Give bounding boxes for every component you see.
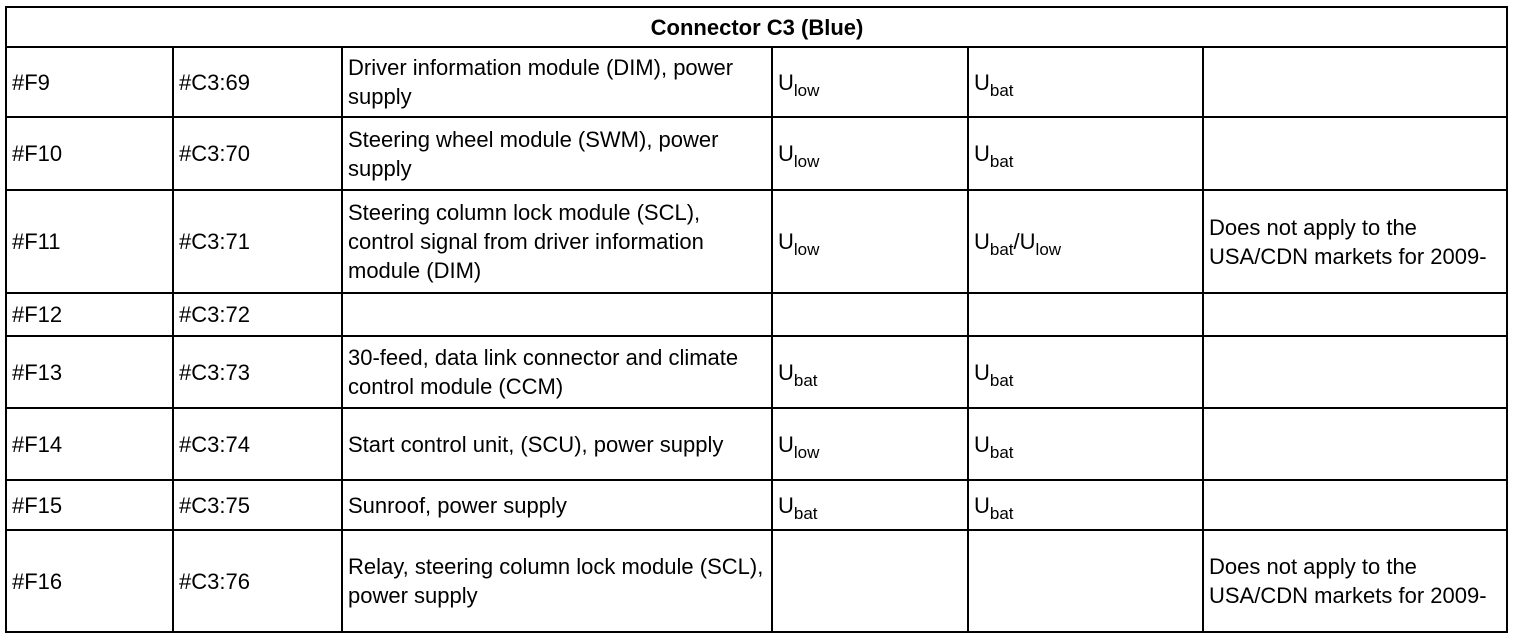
voltage-subscript: low: [1035, 240, 1062, 259]
pin-cell: #C3:74: [173, 408, 342, 480]
description-cell: Start control unit, (SCU), power supply: [342, 408, 772, 480]
voltage-subscript: bat: [989, 240, 1014, 259]
voltage-cell-1: [772, 117, 968, 190]
voltage-symbol: U: [974, 69, 990, 95]
voltage-value: [974, 431, 1014, 462]
voltage-symbol: U: [974, 359, 990, 385]
table-row: [6, 480, 1507, 530]
fuse-cell: #F14: [6, 408, 173, 480]
description-cell: Driver information module (DIM), power supply: [342, 47, 772, 117]
voltage-symbol: U: [778, 69, 794, 95]
voltage-value: [778, 359, 818, 390]
voltage-value: [974, 492, 1014, 523]
note-cell: Does not apply to the USA/CDN markets for 2009-: [1203, 190, 1507, 293]
voltage-subscript: bat: [989, 152, 1014, 171]
voltage-symbol: U: [778, 492, 794, 518]
note-cell: [1203, 293, 1507, 336]
connector-table: [5, 6, 1508, 633]
voltage-value: [1019, 229, 1062, 259]
fuse-cell: #F9: [6, 47, 173, 117]
voltage-cell-2: [968, 530, 1203, 632]
table-row: [6, 336, 1507, 408]
note-cell: [1203, 480, 1507, 530]
voltage-subscript: bat: [989, 442, 1014, 462]
note-cell: [1203, 47, 1507, 117]
voltage-symbol: U: [778, 431, 794, 457]
voltage-symbol: U: [974, 492, 990, 518]
description-cell: Sunroof, power supply: [342, 480, 772, 530]
voltage-cell-2: [968, 293, 1203, 336]
table-row: [6, 530, 1507, 632]
note-cell: [1203, 117, 1507, 190]
description-cell: Relay, steering column lock module (SCL), power supply: [342, 530, 772, 632]
voltage-cell-2: [968, 117, 1203, 190]
pin-cell: #C3:69: [173, 47, 342, 117]
voltage-value: [974, 69, 1014, 100]
voltage-value: [974, 229, 1014, 259]
fuse-cell: #F13: [6, 336, 173, 408]
pin-cell: #C3:72: [173, 293, 342, 336]
voltage-value: [778, 69, 820, 100]
note-cell: [1203, 336, 1507, 408]
voltage-value: [778, 492, 818, 523]
pin-cell: #C3:75: [173, 480, 342, 530]
voltage-cell-2: [968, 336, 1203, 408]
fuse-cell: #F10: [6, 117, 173, 190]
voltage-value: [778, 141, 820, 171]
table-title: Connector C3 (Blue): [6, 7, 1507, 47]
voltage-cell-1: [772, 336, 968, 408]
fuse-cell: #F15: [6, 480, 173, 530]
voltage-subscript: bat: [793, 370, 818, 390]
voltage-subscript: bat: [989, 370, 1014, 390]
description-cell: [342, 293, 772, 336]
voltage-cell-2: [968, 47, 1203, 117]
voltage-symbol: U: [778, 141, 794, 166]
voltage-cell-1: [772, 408, 968, 480]
voltage-subscript: low: [793, 442, 820, 462]
voltage-value: [778, 431, 820, 462]
description-cell: 30-feed, data link connector and climate control module (CCM): [342, 336, 772, 408]
voltage-cell-2: [968, 480, 1203, 530]
voltage-cell-1: [772, 480, 968, 530]
note-cell: Does not apply to the USA/CDN markets for 2009-: [1203, 530, 1507, 632]
voltage-cell-1: [772, 293, 968, 336]
voltage-value: [974, 359, 1014, 390]
voltage-cell-2: [968, 408, 1203, 480]
voltage-symbol: U: [974, 431, 990, 457]
pin-cell: #C3:76: [173, 530, 342, 632]
voltage-subscript: low: [793, 80, 820, 100]
table-body: [6, 47, 1507, 632]
fuse-cell: #F11: [6, 190, 173, 293]
voltage-symbol: U: [974, 229, 990, 254]
table-row: [6, 190, 1507, 293]
voltage-cell-1: [772, 190, 968, 293]
fuse-cell: #F12: [6, 293, 173, 336]
description-cell: Steering wheel module (SWM), power supply: [342, 117, 772, 190]
table-row: [6, 47, 1507, 117]
pin-cell: #C3:73: [173, 336, 342, 408]
voltage-cell-1: [772, 530, 968, 632]
table-row: [6, 293, 1507, 336]
voltage-value: [974, 141, 1014, 171]
table-row: [6, 117, 1507, 190]
voltage-cell-1: [772, 47, 968, 117]
pin-cell: #C3:71: [173, 190, 342, 293]
voltage-symbol: U: [1019, 229, 1036, 254]
fuse-cell: #F16: [6, 530, 173, 632]
voltage-value: [778, 229, 820, 259]
voltage-cell-2: $U_{bat}/U_{low}$: [968, 190, 1203, 293]
voltage-subscript: bat: [989, 503, 1014, 523]
voltage-symbol: U: [778, 229, 794, 254]
voltage-subscript: low: [793, 152, 820, 171]
voltage-subscript: bat: [793, 503, 818, 523]
table-row: [6, 408, 1507, 480]
description-cell: Steering column lock module (SCL), control signal from driver information module (DIM): [342, 190, 772, 293]
voltage-subscript: bat: [989, 80, 1014, 100]
voltage-subscript: low: [793, 240, 820, 259]
voltage-symbol: U: [974, 141, 990, 166]
note-cell: [1203, 408, 1507, 480]
pin-cell: #C3:70: [173, 117, 342, 190]
voltage-symbol: U: [778, 359, 794, 385]
